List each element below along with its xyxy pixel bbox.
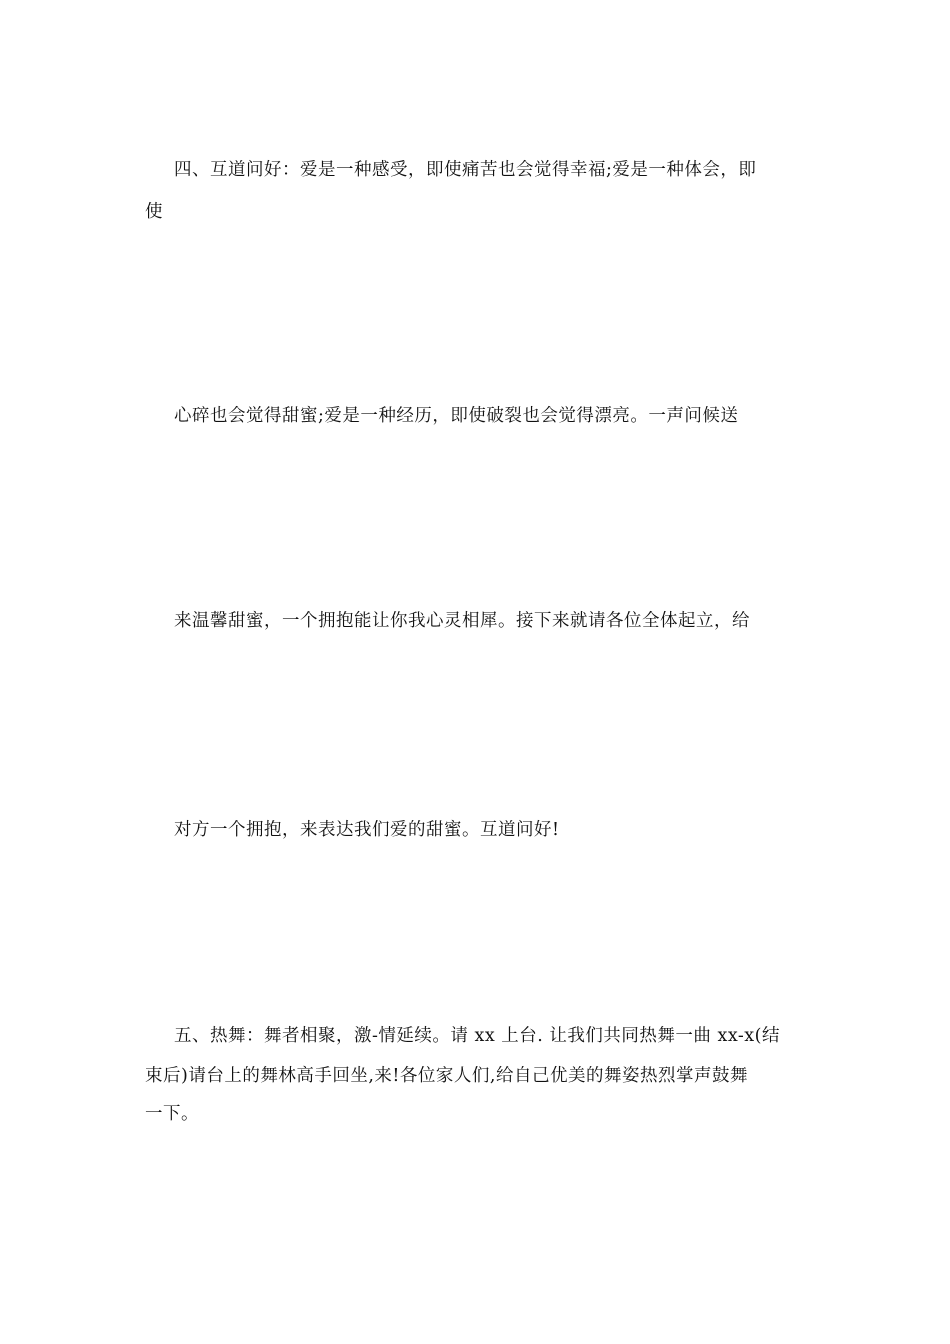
section-4-line-5: 对方一个拥抱，来表达我们爱的甜蜜。互道问好! (174, 820, 560, 840)
section-4-line-2: 使 (145, 202, 163, 222)
section-5-line-3: 一下。 (145, 1104, 199, 1124)
section-5-line-2: 束后)请台上的舞林高手回坐,来!各位家人们,给自己优美的舞姿热烈掌声鼓舞 (145, 1066, 748, 1086)
section-4-line-3: 心碎也会觉得甜蜜;爱是一种经历，即使破裂也会觉得漂亮。一声问候送 (174, 406, 739, 426)
section-4-line-4: 来温馨甜蜜，一个拥抱能让你我心灵相犀。接下来就请各位全体起立，给 (174, 611, 750, 631)
section-5-line-1: 五、热舞：舞者相聚，激-情延续。请 xx 上台. 让我们共同热舞一曲 xx-x(结 (174, 1026, 781, 1046)
section-4-line-1: 四、互道问好：爱是一种感受，即使痛苦也会觉得幸福;爱是一种体会，即 (174, 160, 757, 180)
